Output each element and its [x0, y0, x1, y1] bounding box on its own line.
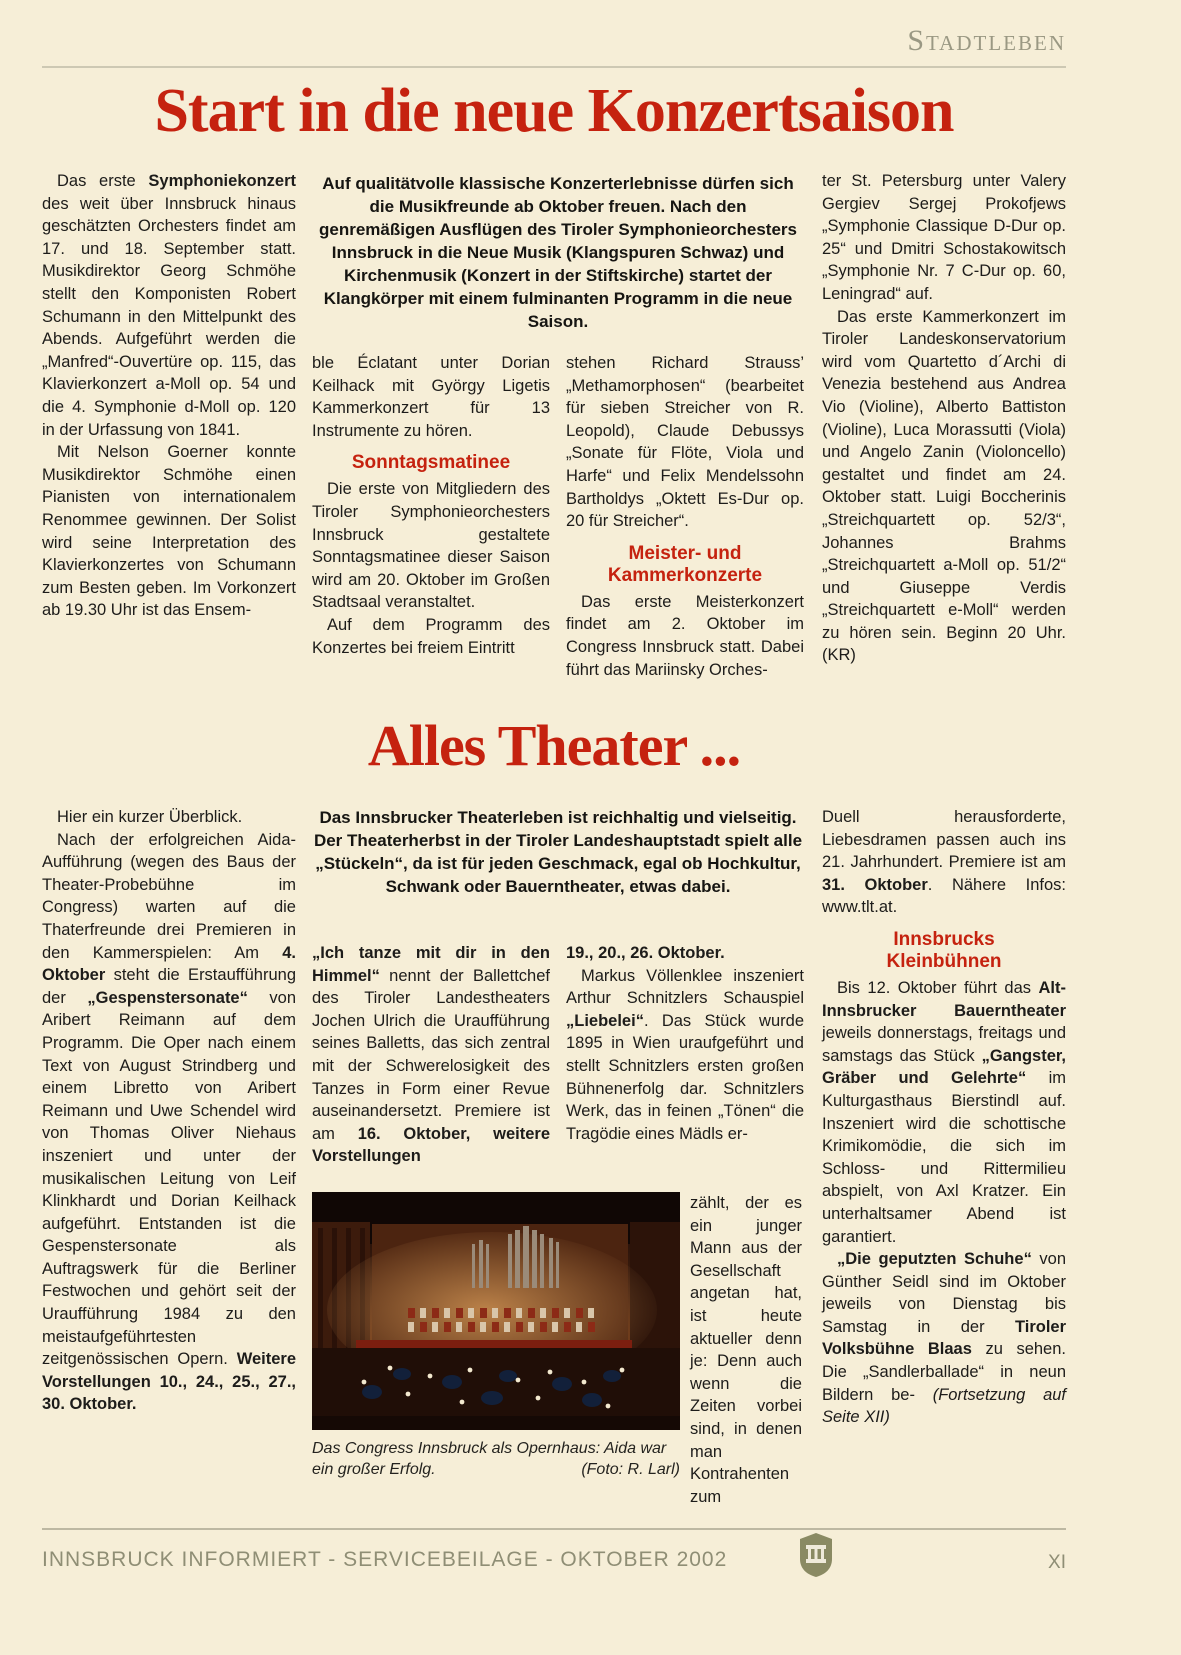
- article2-col2: [312, 942, 550, 1168]
- subheading-kleinbuehnen: Innsbrucks Kleinbühnen: [886, 928, 1002, 972]
- paragraph: Bis 12. Oktober führt das Alt-Innsbrucker Bauerntheater jeweils donnerstags, freitags und samstags das Stück „Gangster, Gräber und Gelehrte“ im Kulturgasthaus Bierstindl auf. Inszeniert wird die schottische Krimikomödie, die sich im Schloss- und Rittermilieu abspielt, von Axl Kratzer. Ein unterhaltsamer Abend ist garantiert.: [822, 978, 1066, 1246]
- paragraph: „Die geputzten Schuhe“ von Günther Seidl sind im Oktober jeweils von Dienstag bis Samstag in der Tiroler Volksbühne Blaas zu sehen. Die „Sandlerballade“ in neun Bildern be- (Fortsetzung auf Seite XII): [822, 1250, 1066, 1427]
- article2-lead: Das Innsbrucker Theaterleben ist reichhaltig und vielseitig. Der Theaterherbst in der Tiroler Landeshauptstadt spielt alle „Stückeln“, da ist für jeden Geschmack, egal ob Hochkultur, Schwank oder Bauerntheater, etwas dabei.: [313, 808, 803, 896]
- article1-col4: [822, 170, 1066, 667]
- paragraph: Das erste Symphoniekonzert des weit über Innsbruck hinaus geschätzten Orchesters findet am 17. und 18. September statt. Musikdirektor Georg Schmöhe stellt den Komponisten Robert Schumann in den Mittelpunkt des Abends. Aufgeführt werden die „Manfred“-Ouvertüre op. 115, das Klavierkonzert a-Moll op. 54 und die 4. Symphonie d-Moll op. 120 in der Urfassung von 1841.: [42, 172, 296, 439]
- article1-col3: [566, 352, 804, 681]
- subheading-sonntagsmatinee: Sonntagsmatinee: [351, 452, 511, 474]
- article1-title: Start in die neue Konzertsaison: [154, 77, 954, 145]
- article2-col1: [42, 806, 296, 1416]
- article1-col1: [42, 170, 296, 622]
- paragraph: Hier ein kurzer Überblick.: [57, 808, 243, 826]
- subheading-meister-kammerkonzerte: Meister- und Kammerkonzerte: [607, 542, 763, 586]
- photo-credit: (Foto: R. Larl): [581, 1461, 680, 1478]
- paragraph: Markus Völlenklee inszeniert Arthur Schnitzlers Schauspiel „Liebelei“. Das Stück wurde 1895 in Wien uraufgeführt und stellt Schnitzlers ersten großen Bühnenerfolg dar. Schnitzlers Werk, das in feinen „Tönen“ die Tragödie eines Mädls er-: [566, 966, 804, 1143]
- paragraph: zählt, der es ein junger Mann aus der Gesellschaft angetan hat, ist heute aktueller denn je: Denn auch wenn die Zeiten vorbei sind, in denen man Kontrahenten zum: [690, 1194, 802, 1506]
- page-number: XI: [1048, 1552, 1066, 1573]
- article2-col3-continued: [690, 1192, 802, 1508]
- footer-title: INNSBRUCK INFORMIERT - SERVICEBEILAGE - OKTOBER 2002: [42, 1548, 728, 1571]
- header-rule: [42, 66, 1066, 68]
- caption-line1: Das Congress Innsbruck als Opernhaus: Aida war: [312, 1440, 667, 1457]
- paragraph: Die erste von Mitgliedern des Tiroler Symphonieorchesters Innsbruck gestaltete Sonntagsmatinee dieser Saison wird am 20. Oktober im Großen Stadtsaal veranstaltet.: [312, 480, 550, 612]
- article2-col3: [566, 942, 804, 1145]
- footer-rule: [42, 1528, 1066, 1530]
- paragraph: Nach der erfolgreichen Aida-Aufführung (wegen des Baus der Theater-Probebühne im Congress) warten auf die Thaterfreunde drei Premieren in den Kammerspielen: Am 4. Oktober steht die Erstaufführung der „Gespenstersonate“ von Aribert Reimann auf dem Programm. Die Oper nach einem Text von August Strindberg und einem Libretto von Aribert Reimann und Uwe Schendel wird von Thomas Oliver Niehaus inszeniert und unter der musikalischen Leitung von Leif Klinkhardt und Dorian Keilhack aufgeführt. Entstanden ist die Gespenstersonate als Auftragswerk für die Berliner Festwochen und gehört seit der Uraufführung 1984 zu den meistaufgeführtesten zeitgenössischen Opern. Weitere Vorstellungen 10., 24., 25., 27., 30. Oktober.: [42, 830, 297, 1414]
- innsbruck-crest-icon: [798, 1532, 834, 1578]
- article2-col4: [822, 806, 1066, 1429]
- paragraph: Auf dem Programm des Konzertes bei freiem Eintritt: [312, 615, 550, 657]
- paragraph: Das erste Kammerkonzert im Tiroler Landeskonservatorium wird vom Quartetto d´Archi di Venezia bestehend aus Andrea Vio (Violine), Alberto Battiston (Violine), Luca Morassutti (Viola) und Angelo Zanin (Violoncello) gestaltet und findet am 24. Oktober statt. Luigi Boccherinis „Streichquartett op. 52/3“, Johannes Brahms „Streichquartett a-Moll op. 51/2“ und Giuseppe Verdis „Streichquartett e-Moll“ werden zu hören sein. Beginn 20 Uhr. (KR): [822, 307, 1066, 665]
- article2-title: Alles Theater ...: [367, 713, 741, 778]
- paragraph: 19., 20., 26. Oktober.: [566, 944, 725, 962]
- photo-caption: [312, 1438, 680, 1480]
- congress-opera-photo-graphic: [312, 1192, 680, 1430]
- paragraph: stehen Richard Strauss’ „Methamorphosen“ (bearbeitet für sieben Streicher von R. Leopold), Claude Debussys „Sonate für Flöte, Viola und Harfe“ und Felix Mendelssohn Bartholdys „Oktett Es-Dur op. 20 für Streicher“.: [566, 354, 804, 531]
- congress-opera-photo: [312, 1192, 680, 1430]
- paragraph: Duell herausforderte, Liebesdramen passen auch ins 21. Jahrhundert. Premiere ist am 31. Oktober. Nähere Infos: www.tlt.at.: [822, 808, 1066, 917]
- paragraph: ter St. Petersburg unter Valery Gergiev Sergej Prokofjews „Symphonie Classique D-Dur op. 25“ und Dmitri Schostakowitsch „Symphonie Nr. 7 C-Dur op. 60, Leningrad“ auf.: [822, 172, 1066, 303]
- section-label: Stadtleben: [907, 24, 1066, 57]
- caption-line2: ein großer Erfolg.: [312, 1461, 436, 1478]
- article1-lead: Auf qualitätvolle klassische Konzerterlebnisse dürfen sich die Musikfreunde ab Oktober freuen. Nach den genremäßigen Ausflügen des Tiroler Symphonieorchesters Innsbruck in die Neue Musik (Klangspuren Schwaz) und Kirchenmusik (Konzert in der Stiftskirche) startet der Klangkörper mit einem fulminanten Programm in die neue Saison.: [318, 174, 797, 331]
- article1-col2: [312, 352, 550, 659]
- innsbruck-crest-graphic: [798, 1532, 834, 1578]
- paragraph: „Ich tanze mit dir in den Himmel“ nennt der Ballettchef des Tiroler Landestheaters Jochen Ulrich die Uraufführung seines Balletts, das sich zentral mit der Schwerelosigkeit des Tanzes in Form einer Revue auseinandersetzt. Premiere ist am 16. Oktober, weitere Vorstellungen: [312, 944, 550, 1166]
- paragraph: Mit Nelson Goerner konnte Musikdirektor Schmöhe einen Pianisten von internationalem Renommee gewinnen. Der Solist wird seine Interpretation des Klavierkonzertes von Schumann zum Besten geben. Im Vorkonzert ab 19.30 Uhr ist das Ensem-: [42, 443, 296, 620]
- paragraph: ble Éclatant unter Dorian Keilhack mit György Ligetis Kammerkonzert für 13 Instrumente zu hören.: [312, 354, 550, 440]
- paragraph: Das erste Meisterkonzert findet am 2. Oktober im Congress Innsbruck statt. Dabei führt das Mariinsky Orches-: [566, 592, 804, 679]
